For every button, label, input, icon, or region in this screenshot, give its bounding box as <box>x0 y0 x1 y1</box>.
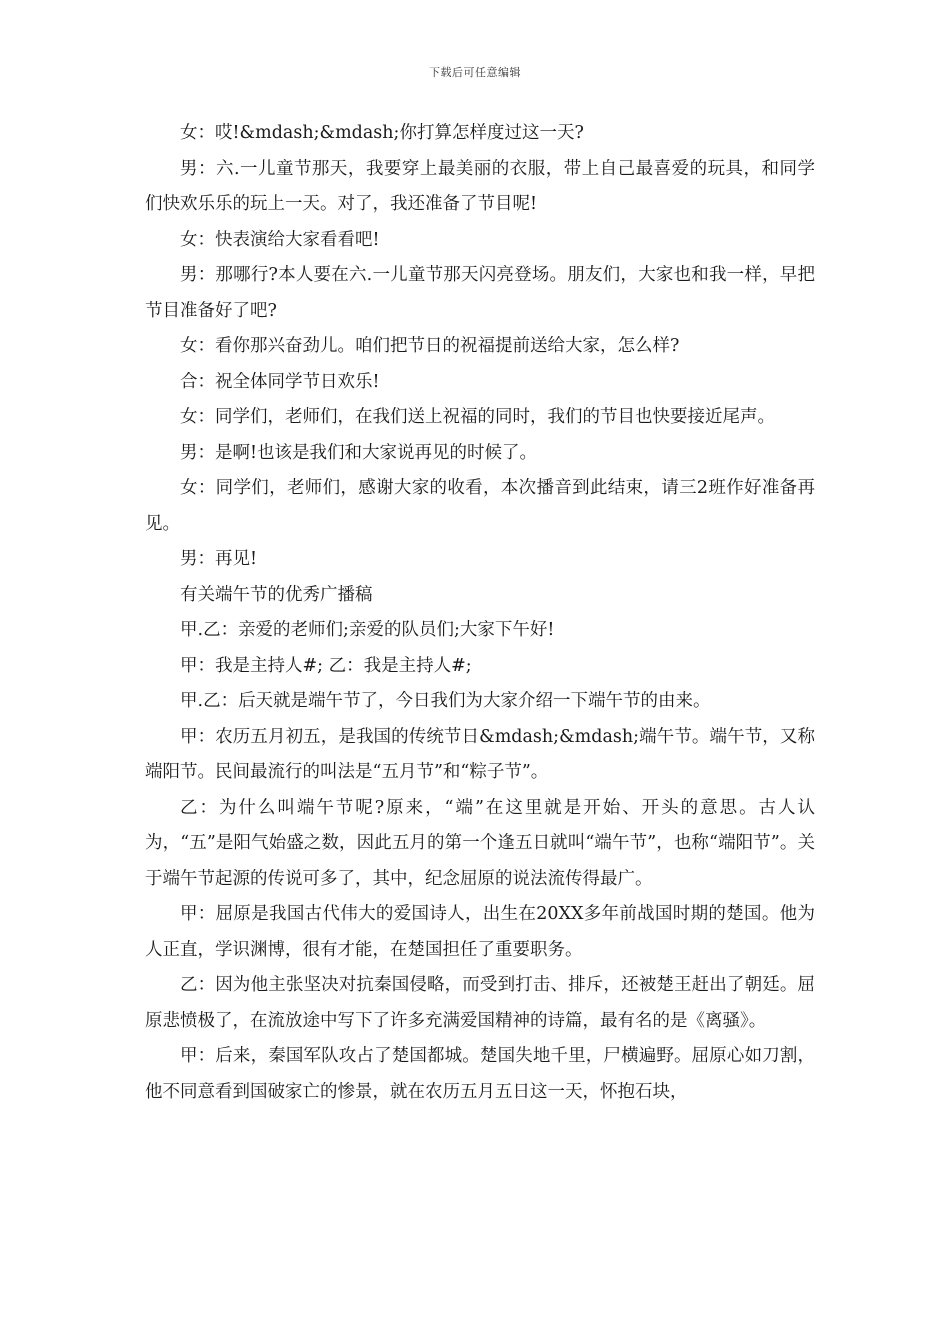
paragraph: 甲.乙：亲爱的老师们;亲爱的队员们;大家下午好! <box>180 620 555 640</box>
paragraph: 甲：屈原是我国古代伟大的爱国诗人，出生在20XX多年前战国时期的楚国。他为人正直，学识渊博，很有才能，在楚国担任了重要职务。 <box>145 904 815 960</box>
paragraph: 女：看你那兴奋劲儿。咱们把节日的祝福提前送给大家，怎么样? <box>180 336 680 356</box>
section-title: 有关端午节的优秀广播稿 <box>180 584 373 605</box>
paragraph: 甲：农历五月初五，是我国的传统节日&mdash;&mdash;端午节。端午节，又称端阳节。民间最流行的叫法是“五月节”和“粽子节”。 <box>145 726 815 782</box>
paragraph: 甲：我是主持人#; 乙：我是主持人#; <box>180 655 472 676</box>
paragraph: 男：再见! <box>180 549 258 569</box>
document-body <box>145 116 815 1110</box>
paragraph: 甲：后来，秦国军队攻占了楚国都城。楚国失地千里，尸横遍野。屈原心如刀割，他不同意看到国破家亡的惨景，就在农历五月五日这一天，怀抱石块， <box>145 1046 815 1102</box>
paragraph: 女：同学们，老师们，在我们送上祝福的同时，我们的节目也快要接近尾声。 <box>180 407 775 427</box>
paragraph: 甲.乙：后天就是端午节了，今日我们为大家介绍一下端午节的由来。 <box>180 691 711 711</box>
page-header: 下载后可任意编辑 <box>429 66 521 79</box>
paragraph: 男：是啊!也该是我们和大家说再见的时候了。 <box>180 442 538 463</box>
paragraph: 乙：因为他主张坚决对抗秦国侵略，而受到打击、排斥，还被楚王赶出了朝廷。屈原悲愤极了，在流放途中写下了许多充满爱国精神的诗篇，最有名的是《离骚》。 <box>145 975 815 1031</box>
paragraph: 合：祝全体同学节日欢乐! <box>180 371 380 392</box>
paragraph: 女：快表演给大家看看吧! <box>180 229 380 250</box>
paragraph: 女：哎!&mdash;&mdash;你打算怎样度过这一天? <box>180 123 584 143</box>
paragraph: 男：那哪行?本人要在六.一儿童节那天闪亮登场。朋友们，大家也和我一样，早把节目准备好了吧? <box>145 265 815 321</box>
paragraph: 乙：为什么叫端午节呢?原来，“端”在这里就是开始、开头的意思。古人认为，“五”是阳气始盛之数，因此五月的第一个逢五日就叫“端午节”，也称“端阳节”。关于端午节起源的传说可多了，其中，纪念屈原的说法流传得最广。 <box>145 797 815 889</box>
paragraph: 女：同学们，老师们，感谢大家的收看，本次播音到此结束，请三2班作好准备再见。 <box>145 478 815 534</box>
paragraph: 男：六.一儿童节那天，我要穿上最美丽的衣服，带上自己最喜爱的玩具，和同学们快欢乐乐的玩上一天。对了，我还准备了节目呢! <box>145 158 815 214</box>
